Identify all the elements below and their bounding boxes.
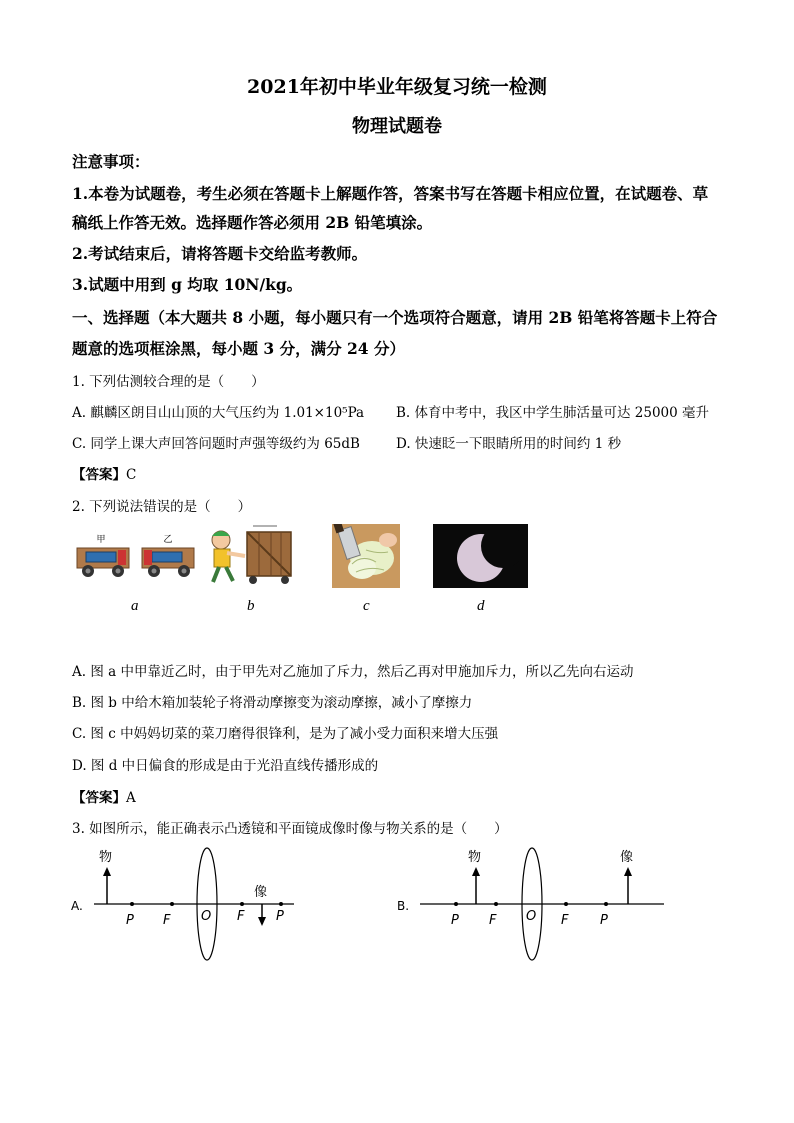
lens-diagram-a — [66, 842, 306, 962]
answer-value: C — [126, 467, 137, 483]
answer-value: A — [126, 790, 136, 806]
figure-d-eclipse — [433, 524, 528, 588]
point-o: O — [201, 909, 212, 924]
q2-option-b: B. 图 b 中给木箱加装轮子将滑动摩擦变为滚动摩擦，减小了摩擦力 — [72, 695, 473, 711]
answer-label: 【答案】 — [72, 790, 126, 806]
section-heading-line-2: 题意的选项框涂黑，每小题 3 分，满分 24 分） — [72, 339, 405, 358]
point-f-left: F — [489, 913, 497, 928]
figure-a-carts — [74, 528, 200, 582]
point-p-right: P — [276, 909, 284, 924]
diagram-a-label: A. — [71, 899, 83, 913]
notice-item-1-line-1: 1.本卷为试题卷，考生必须在答题卡上解题作答，答案书写在答题卡相应位置，在试题卷、草 — [72, 184, 709, 203]
figure-b-crate — [205, 522, 295, 588]
q2-stem: 2. 下列说法错误的是（ ） — [72, 499, 252, 515]
figure-a-caption: a — [131, 598, 139, 614]
image-arrow — [624, 867, 632, 904]
point-f-right: F — [237, 909, 245, 924]
cart-jia — [77, 534, 129, 577]
image-arrow — [258, 904, 266, 926]
q1-answer — [72, 463, 136, 483]
object-arrow — [472, 867, 480, 904]
cart-jia-label: 甲 — [96, 535, 106, 545]
image-label: 像 — [620, 850, 634, 865]
q2-answer — [72, 786, 136, 806]
notice-heading: 注意事项： — [72, 152, 150, 171]
figure-b-caption: b — [247, 598, 255, 614]
diagram-b-label: B. — [397, 899, 410, 913]
notice-item-2: 2.考试结束后，请将答题卡交给监考教师。 — [72, 244, 368, 263]
q2-option-a: A. 图 a 中甲靠近乙时，由于甲先对乙施加了斥力，然后乙再对甲施加斥力，所以乙先向右运动 — [72, 664, 634, 680]
section-heading-line-1: 一、选择题（本大题共 8 小题，每小题只有一个选项符合题意，请用 2B 铅笔将答题卡上符合 — [72, 308, 718, 327]
cart-yi — [142, 534, 194, 577]
wooden-crate — [247, 526, 291, 584]
object-label: 物 — [99, 850, 113, 865]
figure-c-caption: c — [363, 598, 370, 614]
q1-option-a: A. 麒麟区朗目山山顶的大气压约为 1.01×10⁵Pa — [72, 405, 365, 421]
lens-diagram-b — [392, 842, 672, 962]
q1-option-b: B. 体育中考中，我区中学生肺活量可达 25000 毫升 — [396, 405, 710, 421]
q2-option-d: D. 图 d 中日偏食的形成是由于光沿直线传播形成的 — [72, 758, 379, 774]
point-p-left: P — [126, 913, 134, 928]
figure-d-caption: d — [477, 598, 485, 614]
exam-subtitle: 物理试题卷 — [352, 116, 442, 137]
point-p-right: P — [600, 913, 608, 928]
q1-option-c: C. 同学上课大声回答问题时声强等级约为 65dB — [72, 436, 360, 452]
exam-title: 2021年初中毕业年级复习统一检测 — [247, 76, 547, 98]
q1-option-d: D. 快速眨一下眼睛所用的时间约 1 秒 — [396, 436, 622, 452]
point-f-right: F — [561, 913, 569, 928]
figure-c-knife — [332, 524, 400, 588]
q3-stem: 3. 如图所示，能正确表示凸透镜和平面镜成像时像与物关系的是（ ） — [72, 821, 508, 837]
cart-yi-label: 乙 — [163, 535, 173, 545]
q1-stem: 1. 下列估测较合理的是（ ） — [72, 374, 265, 390]
object-label: 物 — [468, 850, 482, 865]
answer-label: 【答案】 — [72, 467, 126, 483]
point-p-left: P — [451, 913, 459, 928]
boy-figure — [212, 531, 245, 582]
q2-option-c: C. 图 c 中妈妈切菜的菜刀磨得很锋利，是为了减小受力面积来增大压强 — [72, 726, 499, 742]
notice-item-1-line-2: 稿纸上作答无效。选择题作答必须用 2B 铅笔填涂。 — [72, 213, 433, 232]
notice-item-3: 3.试题中用到 g 均取 10N/kg。 — [72, 275, 303, 294]
point-o: O — [526, 909, 537, 924]
image-label: 像 — [254, 885, 268, 900]
point-f-left: F — [163, 913, 171, 928]
object-arrow — [103, 867, 111, 904]
